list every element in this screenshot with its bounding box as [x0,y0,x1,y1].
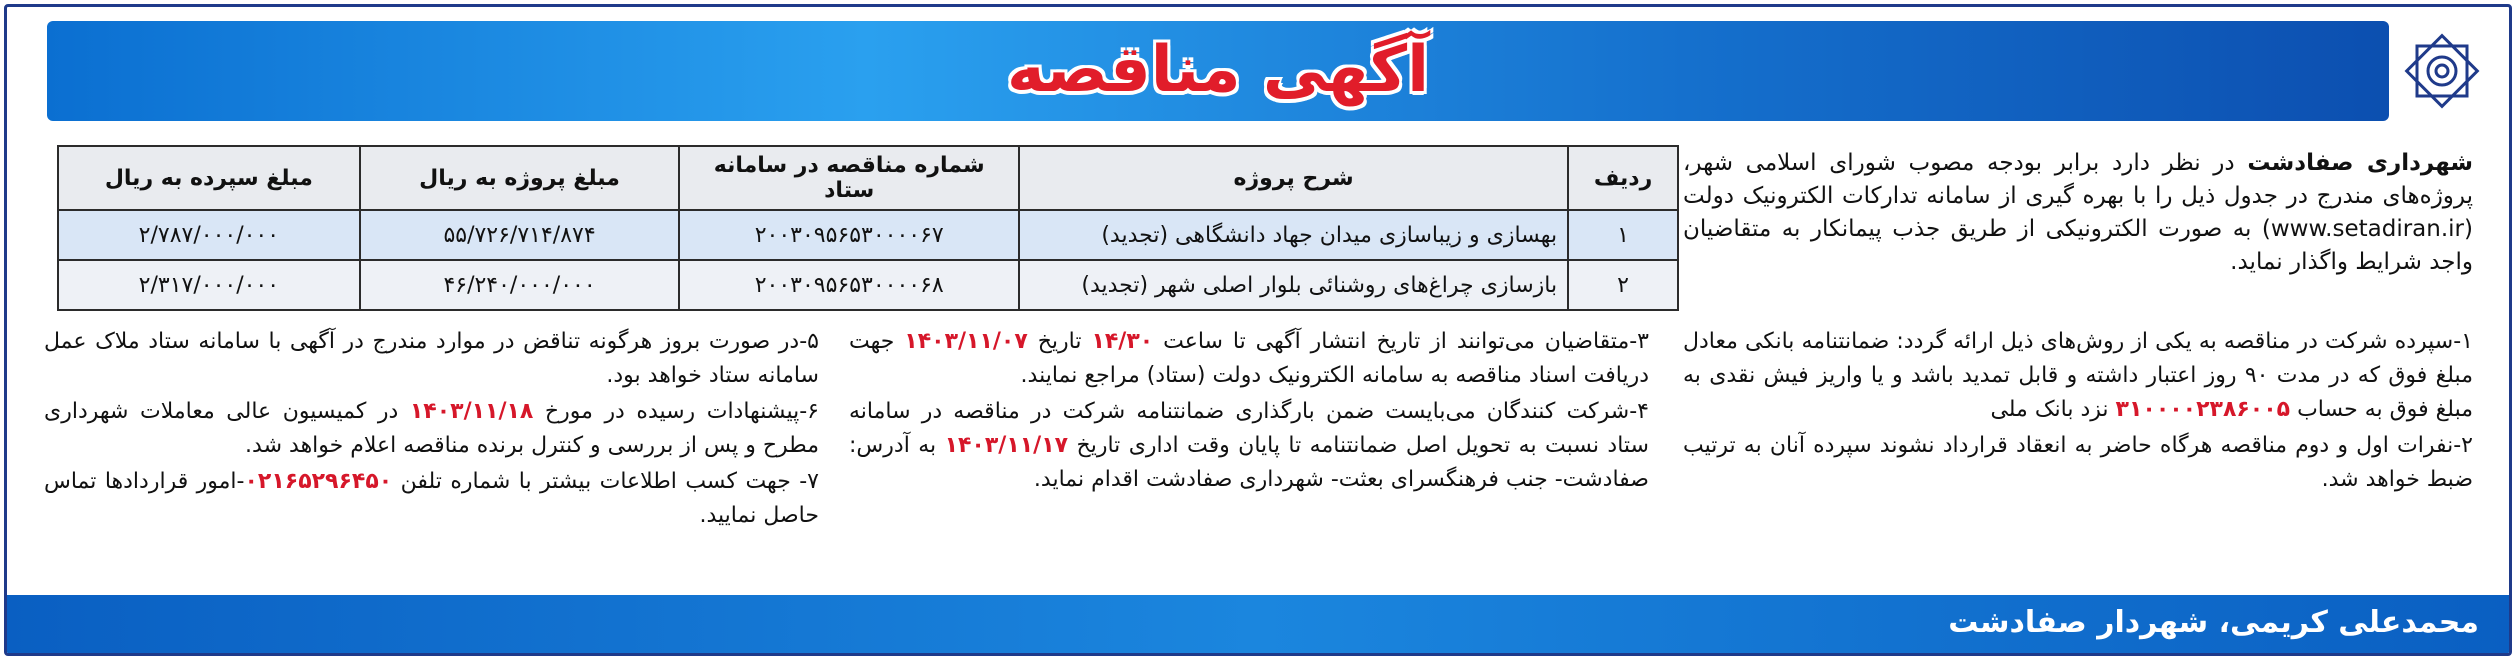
row-number: ۲ [1568,260,1678,310]
document-deadline-date: ۱۴۰۳/۱۱/۰۷ [904,329,1028,354]
header-deposit-amount: مبلغ سپرده به ریال [58,146,360,210]
condition-7-text-b: -امور قراردادها تماس حاصل نمایید. [44,469,819,528]
deposit-amount: ۲/۷۸۷/۰۰۰/۰۰۰ [58,210,360,260]
tender-number: ۲۰۰۳۰۹۵۶۵۳۰۰۰۰۶۸ [679,260,1019,310]
condition-3-text-b: تاریخ [1027,329,1092,354]
condition-4-text-b: به آدرس: صفادشت- جنب فرهنگسرای بعثت- شهرداری صفادشت اقدام نماید. [849,433,1649,492]
table-header-row [58,146,1678,210]
condition-7 [44,465,819,533]
table-row [58,210,1678,260]
project-amount: ۴۶/۲۴۰/۰۰۰/۰۰۰ [360,260,680,310]
condition-6-text-a: ۶-پیشنهادات رسیده در مورخ [533,399,819,424]
project-amount: ۵۵/۷۲۶/۷۱۴/۸۷۴ [360,210,680,260]
signature: محمدعلی کریمی، شهردار صفادشت [1948,605,2479,640]
project-description: بهسازی و زیباسازی میدان جهاد دانشگاهی (تجدید) [1019,210,1568,260]
table-row [58,260,1678,310]
tender-number: ۲۰۰۳۰۹۵۶۵۳۰۰۰۰۶۷ [679,210,1019,260]
title-banner [47,21,2389,121]
deadline-time: ۱۴/۳۰ [1091,329,1154,354]
condition-4 [849,395,1649,497]
condition-2: ۲-نفرات اول و دوم مناقصه هرگاه حاضر به انعقاد قرارداد نشوند سپرده آنان به ترتیب ضبط خواهد شد. [1683,433,2473,492]
condition-7-text-a: ۷- جهت کسب اطلاعات بیشتر با شماره تلفن [392,469,819,494]
condition-6 [44,395,819,463]
guarantee-deadline-date: ۱۴۰۳/۱۱/۱۷ [944,433,1069,458]
condition-1-end: نزد بانک ملی [1990,397,2116,422]
opening-date: ۱۴۰۳/۱۱/۱۸ [409,399,534,424]
conditions-column-middle [849,325,1649,499]
condition-5: ۵-در صورت بروز هرگونه تناقض در موارد مندرج در آگهی با سامانه ستاد ملاک عمل سامانه ستاد خواهد بود. [44,329,819,388]
condition-4-text-a: ۴-شرکت کنندگان می‌بایست ضمن بارگذاری ضمانتنامه شرکت در مناقصه در سامانه ستاد نسبت به تحویل اصل ضمانتنامه تا پایان وقت اداری تاریخ [849,399,1649,458]
condition-1 [1683,325,2473,427]
header-description: شرح پروژه [1019,146,1568,210]
condition-6-text-b: در کمیسیون عالی معاملات شهرداری مطرح و پس از بررسی و کنترل برنده مناقصه اعلام خواهد شد. [44,399,819,458]
deposit-amount: ۲/۳۱۷/۰۰۰/۰۰۰ [58,260,360,310]
condition-3 [849,325,1649,393]
signature-bar [7,595,2509,653]
municipality-emblem-icon [2397,21,2487,121]
municipality-name: شهرداری صفادشت [2247,150,2473,176]
tender-advertisement [4,4,2512,656]
conditions-column-right [1683,325,2473,499]
page-title: آگهی مناقصه [1007,33,1429,107]
header-project-amount: مبلغ پروژه به ریال [360,146,680,210]
header-row-number: ردیف [1568,146,1678,210]
project-description: بازسازی چراغ‌های روشنائی بلوار اصلی شهر (تجدید) [1019,260,1568,310]
account-number: ۳۱۰۰۰۰۲۳۸۶۰۰۵ [2115,397,2291,422]
phone-number: ۰۲۱۶۵۲۹۶۴۵۰ [244,469,393,494]
condition-3-text-a: ۳-متقاضیان می‌توانند از تاریخ انتشار آگهی تا ساعت [1153,329,1649,354]
intro-paragraph [1683,147,2473,279]
row-number: ۱ [1568,210,1678,260]
conditions-column-left [44,325,819,535]
projects-table [57,145,1679,311]
header-tender-number: شماره مناقصه در سامانه ستاد [679,146,1019,210]
intro-text: در نظر دارد برابر بودجه مصوب شورای اسلامی شهر، پروژه‌های مندرج در جدول ذیل را با بهره گیری از سامانه تدارکات الکترونیک دولت (www.setadiran.ir) به صورت الکترونیکی از طریق جذب پیمانکار به متقاضیان واجد شرایط واگذار نماید. [1683,150,2473,275]
condition-3-text-c: جهت دریافت اسناد مناقصه به سامانه الکترونیک دولت (ستاد) مراجع نمایند. [849,329,1649,388]
condition-1-text: ۱-سپرده شرکت در مناقصه به یکی از روش‌های ذیل ارائه گردد: ضمانتنامه بانکی معادل مبلغ فوق که در مدت ۹۰ روز اعتبار داشته و قابل تمدید باشد و یا واریز فیش نقدی به مبلغ فوق به حساب [1683,329,2473,422]
